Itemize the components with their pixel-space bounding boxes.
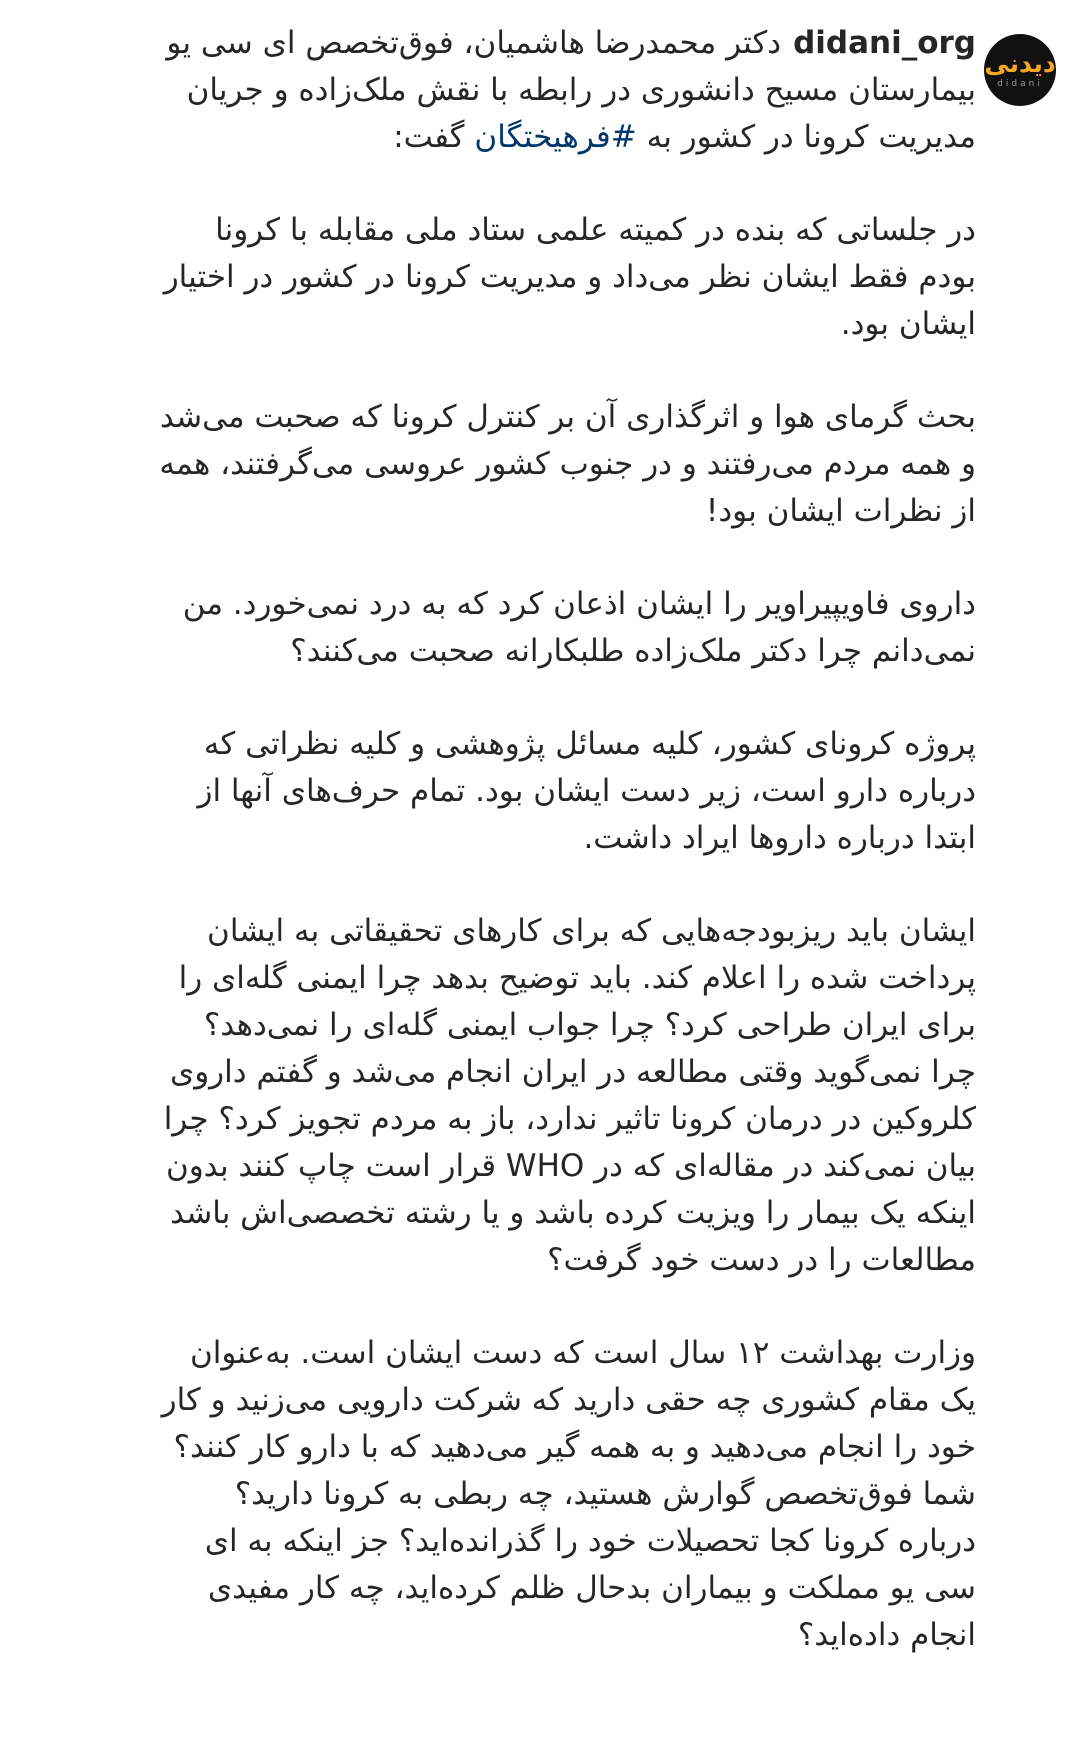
post-caption <box>156 20 976 1705</box>
avatar-logo-subtext: didani <box>997 79 1043 89</box>
caption-intro <box>156 20 976 161</box>
username-link[interactable]: didani_org <box>793 25 976 61</box>
caption-paragraph-1: در جلساتی که بنده در کمیته علمی ستاد ملی مقابله با کرونا بودم فقط ایشان نظر می‌داد و مدیریت کرونا در کشور در اختیار ایشان بود. <box>163 212 976 342</box>
caption-paragraph-4: پروژه کرونای کشور، کلیه مسائل پژوهشی و کلیه نظراتی که درباره دارو است، زیر دست ایشان بود. تمام حرف‌های آنها از ابتدا درباره داروها ایراد داشت. <box>197 726 976 856</box>
caption-intro-end: گفت: <box>393 119 475 155</box>
caption-paragraph-2: بحث گرمای هوا و اثرگذاری آن بر کنترل کرونا که صحبت می‌شد و همه مردم می‌رفتند و در جنوب کشور عروسی می‌گرفتند، همه از نظرات ایشان بود! <box>159 399 976 529</box>
caption-paragraph-5: ایشان باید ریزبودجه‌هایی که برای کارهای تحقیقاتی به ایشان پرداخت شده را اعلام کند. باید توضیح بدهد چرا ایمنی گله‌ای را برای ایران طراحی کرد؟ چرا جواب ایمنی گله‌ای را نمی‌دهد؟ چرا نمی‌گوید وقتی مطالعه در ایران انجام می‌شد و گفتم داروی کلروکین در درمان کرونا تاثیر ندارد، باز به مردم تجویز کرد؟ چرا بیان نمی‌کند در مقاله‌ای که در WHO قرار است چاپ کنند بدون اینکه یک بیمار را ویزیت کرده باشد و یا رشته تخصصی‌اش باشد مطالعات را در دست خود گرفت؟ <box>163 913 976 1278</box>
caption-intro-text: دکتر محمدرضا هاشمیان، فوق‌تخصص ای سی یو بیمارستان مسیح دانشوری در رابطه با نقش ملک‌زاده و جریان مدیریت کرونا در کشور به <box>166 25 976 155</box>
caption-paragraph-6: وزارت بهداشت ۱۲ سال است که دست ایشان است. به‌عنوان یک مقام کشوری چه حقی دارید که شرکت دارویی می‌زنید و کار خود را انجام می‌دهید و به همه گیر می‌دهید که با دارو کار کنند؟ شما فوق‌تخصص گوارش هستید، چه ربطی به کرونا دارید؟ درباره کرونا کجا تحصیلات خود را گذرانده‌اید؟ جز اینکه به ای سی یو مملکت و بیماران بدحال ظلم کرده‌اید، چه کار مفیدی انجام داده‌اید؟ <box>161 1335 976 1653</box>
avatar[interactable] <box>984 34 1056 106</box>
hashtag-link[interactable]: #فرهیختگان <box>474 119 637 155</box>
caption-paragraph-3: داروی فاویپیراویر را ایشان اذعان کرد که به درد نمی‌خورد. من نمی‌دانم چرا دکتر ملک‌زاده طلبکارانه صحبت می‌کنند؟ <box>182 586 976 669</box>
avatar-logo-text: دیدنی <box>984 49 1056 78</box>
